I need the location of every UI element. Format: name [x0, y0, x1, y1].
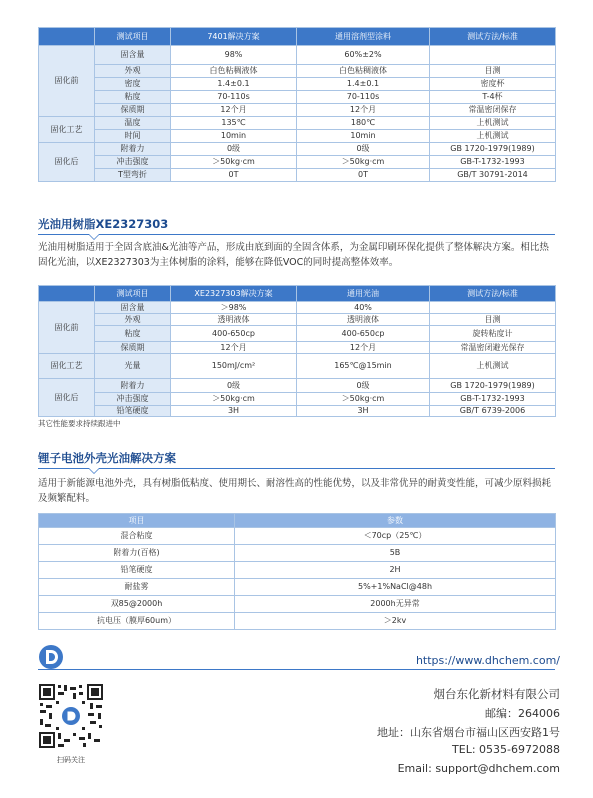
- section-paragraph: 光油用树脂适用于全固含底油&光油等产品，形成由底到面的全固含体系，为金属印刷环保化提供了整体解决方案。相比热固化光油，以XE2327303为主体树脂的涂料，能够在降低VOC的同时提高整体效率。: [38, 242, 549, 268]
- param-cell: 时间: [95, 130, 171, 143]
- email[interactable]: Email: support@dhchem.com: [397, 762, 560, 775]
- divider-notch-inner: [89, 468, 99, 473]
- table-row: [39, 302, 556, 314]
- value-cell: 上机测试: [430, 117, 556, 130]
- value-cell: 60%±2%: [297, 46, 430, 65]
- value-cell: 10min: [297, 130, 430, 143]
- table-row: [39, 314, 556, 326]
- table-row: [39, 393, 556, 406]
- value-cell: 上机测试: [430, 130, 556, 143]
- table-header-row: [39, 28, 556, 46]
- header-blank: [39, 28, 95, 46]
- value-cell: 白色粘稠液体: [297, 65, 430, 78]
- value-cell: 12个月: [171, 104, 297, 117]
- comparison-table-7401: [38, 27, 556, 182]
- value-cell: ＞50kg·cm: [171, 393, 297, 406]
- qr-code[interactable]: [38, 683, 104, 749]
- table-row: [39, 156, 556, 169]
- table-row: [39, 354, 556, 379]
- value-cell: GB 1720-1979(1989): [430, 143, 556, 156]
- value-cell: 目测: [430, 65, 556, 78]
- group-label: 固化前: [39, 302, 95, 354]
- value-cell: ＞98%: [171, 302, 297, 314]
- value-cell: ＜70cp（25℃）: [235, 528, 556, 545]
- table-row: [39, 342, 556, 354]
- header-cell: 项目: [39, 514, 235, 528]
- group-label: 固化后: [39, 143, 95, 182]
- header-cell: 测试项目: [95, 28, 171, 46]
- header-cell: 通用溶剂型涂料: [297, 28, 430, 46]
- value-cell: 70-110s: [171, 91, 297, 104]
- param-cell: 冲击强度: [95, 393, 171, 406]
- table-row: [39, 545, 556, 562]
- param-cell: 保质期: [95, 342, 171, 354]
- value-cell: 上机测试: [430, 354, 556, 379]
- value-cell: 0级: [297, 379, 430, 393]
- value-cell: GB-T-1732-1993: [430, 393, 556, 406]
- table-row: [39, 528, 556, 545]
- value-cell: 400-650cp: [171, 326, 297, 342]
- battery-spec-table: [38, 513, 556, 630]
- value-cell: 2H: [235, 562, 556, 579]
- value-cell: 透明液体: [171, 314, 297, 326]
- value-cell: 5%+1%NaCl@48h: [235, 579, 556, 596]
- section-title-battery: 锂子电池外壳光油解决方案: [38, 451, 176, 465]
- comparison-table-xe2327303: [38, 285, 556, 417]
- param-cell: 铅笔硬度: [39, 562, 235, 579]
- group-label: 固化工艺: [39, 354, 95, 379]
- value-cell: GB 1720-1979(1989): [430, 379, 556, 393]
- table-row: [39, 91, 556, 104]
- value-cell: [430, 302, 556, 314]
- value-cell: ＞50kg·cm: [297, 393, 430, 406]
- param-cell: 外观: [95, 65, 171, 78]
- param-cell: 铅笔硬度: [95, 406, 171, 417]
- value-cell: 5B: [235, 545, 556, 562]
- value-cell: 0T: [297, 169, 430, 182]
- table-row: [39, 579, 556, 596]
- header-cell: XE2327303解决方案: [171, 286, 297, 302]
- table-row: [39, 326, 556, 342]
- table-header-row: [39, 286, 556, 302]
- param-cell: 温度: [95, 117, 171, 130]
- group-label: 固化工艺: [39, 117, 95, 143]
- value-cell: 1.4±0.1: [171, 78, 297, 91]
- table-header-row: [39, 514, 556, 528]
- value-cell: 180℃: [297, 117, 430, 130]
- company-logo: [38, 644, 64, 670]
- value-cell: 常温密闭避光保存: [430, 342, 556, 354]
- param-cell: 保质期: [95, 104, 171, 117]
- param-cell: 固含量: [95, 46, 171, 65]
- param-cell: 固含量: [95, 302, 171, 314]
- param-cell: 冲击强度: [95, 156, 171, 169]
- value-cell: 12个月: [297, 342, 430, 354]
- value-cell: 400-650cp: [297, 326, 430, 342]
- value-cell: 0级: [297, 143, 430, 156]
- param-cell: 粘度: [95, 91, 171, 104]
- section-paragraph: 适用于新能源电池外壳，具有树脂低粘度、使用期长、耐溶性高的性能优势，以及非常优异的耐黄变性能，可减少原料损耗及频繁配料。: [38, 478, 552, 504]
- table-row: [39, 104, 556, 117]
- group-label: 固化后: [39, 379, 95, 417]
- header-blank: [39, 286, 95, 302]
- divider-notch-inner: [89, 234, 99, 239]
- param-cell: 附着力: [95, 379, 171, 393]
- param-cell: 外观: [95, 314, 171, 326]
- table-row: [39, 46, 556, 65]
- group-label: 固化前: [39, 46, 95, 117]
- value-cell: ＞50kg·cm: [297, 156, 430, 169]
- section-divider: [38, 468, 555, 469]
- value-cell: ＞50kg·cm: [171, 156, 297, 169]
- value-cell: 98%: [171, 46, 297, 65]
- table-row: [39, 562, 556, 579]
- website-link[interactable]: https://www.dhchem.com/: [415, 654, 560, 667]
- header-cell: 测试方法/标准: [430, 28, 556, 46]
- value-cell: 旋转粘度计: [430, 326, 556, 342]
- param-cell: 粘度: [95, 326, 171, 342]
- table-footnote: 其它性能要求持续跟进中: [38, 419, 121, 428]
- value-cell: T-4杯: [430, 91, 556, 104]
- table-row: [39, 379, 556, 393]
- telephone: TEL: 0535-6972088: [452, 743, 560, 756]
- value-cell: 10min: [171, 130, 297, 143]
- table-row: [39, 406, 556, 417]
- param-cell: 耐盐雾: [39, 579, 235, 596]
- value-cell: GB/T 30791-2014: [430, 169, 556, 182]
- company-name: 烟台东化新材料有限公司: [433, 687, 560, 701]
- param-cell: 附着力: [95, 143, 171, 156]
- value-cell: GB-T-1732-1993: [430, 156, 556, 169]
- value-cell: 目测: [430, 314, 556, 326]
- table-row: [39, 65, 556, 78]
- table-row: [39, 130, 556, 143]
- section-divider: [38, 234, 555, 235]
- header-cell: 通用光油: [297, 286, 430, 302]
- param-cell: 双85@2000h: [39, 596, 235, 613]
- value-cell: 白色粘稠液体: [171, 65, 297, 78]
- value-cell: 常温密闭保存: [430, 104, 556, 117]
- table-row: [39, 613, 556, 630]
- table-row: [39, 169, 556, 182]
- postcode: 邮编：264006: [485, 707, 560, 720]
- table-row: [39, 143, 556, 156]
- header-cell: 参数: [235, 514, 556, 528]
- table-row: [39, 596, 556, 613]
- value-cell: 2000h无异常: [235, 596, 556, 613]
- footer-divider: [38, 669, 555, 670]
- param-cell: T型弯折: [95, 169, 171, 182]
- value-cell: 135℃: [171, 117, 297, 130]
- value-cell: 40%: [297, 302, 430, 314]
- address: 地址：山东省烟台市福山区西安路1号: [377, 726, 560, 739]
- value-cell: 3H: [171, 406, 297, 417]
- section-title-resin: 光油用树脂XE2327303: [38, 217, 169, 231]
- qr-caption: 扫码关注: [57, 756, 85, 764]
- table-row: [39, 117, 556, 130]
- header-cell: 测试方法/标准: [430, 286, 556, 302]
- param-cell: 光量: [95, 354, 171, 379]
- value-cell: 1.4±0.1: [297, 78, 430, 91]
- value-cell: 透明液体: [297, 314, 430, 326]
- value-cell: GB/T 6739-2006: [430, 406, 556, 417]
- table-row: [39, 78, 556, 91]
- value-cell: 0级: [171, 143, 297, 156]
- param-cell: 密度: [95, 78, 171, 91]
- value-cell: 12个月: [297, 104, 430, 117]
- param-cell: 附着力(百格): [39, 545, 235, 562]
- value-cell: 150mJ/cm²: [171, 354, 297, 379]
- param-cell: 混合粘度: [39, 528, 235, 545]
- value-cell: 0级: [171, 379, 297, 393]
- value-cell: 70-110s: [297, 91, 430, 104]
- value-cell: 165℃@15min: [297, 354, 430, 379]
- value-cell: [430, 46, 556, 65]
- header-cell: 测试项目: [95, 286, 171, 302]
- param-cell: 抗电压（膜厚60um）: [39, 613, 235, 630]
- value-cell: 0T: [171, 169, 297, 182]
- value-cell: ＞2kv: [235, 613, 556, 630]
- value-cell: 密度杯: [430, 78, 556, 91]
- value-cell: 3H: [297, 406, 430, 417]
- header-cell: 7401解决方案: [171, 28, 297, 46]
- value-cell: 12个月: [171, 342, 297, 354]
